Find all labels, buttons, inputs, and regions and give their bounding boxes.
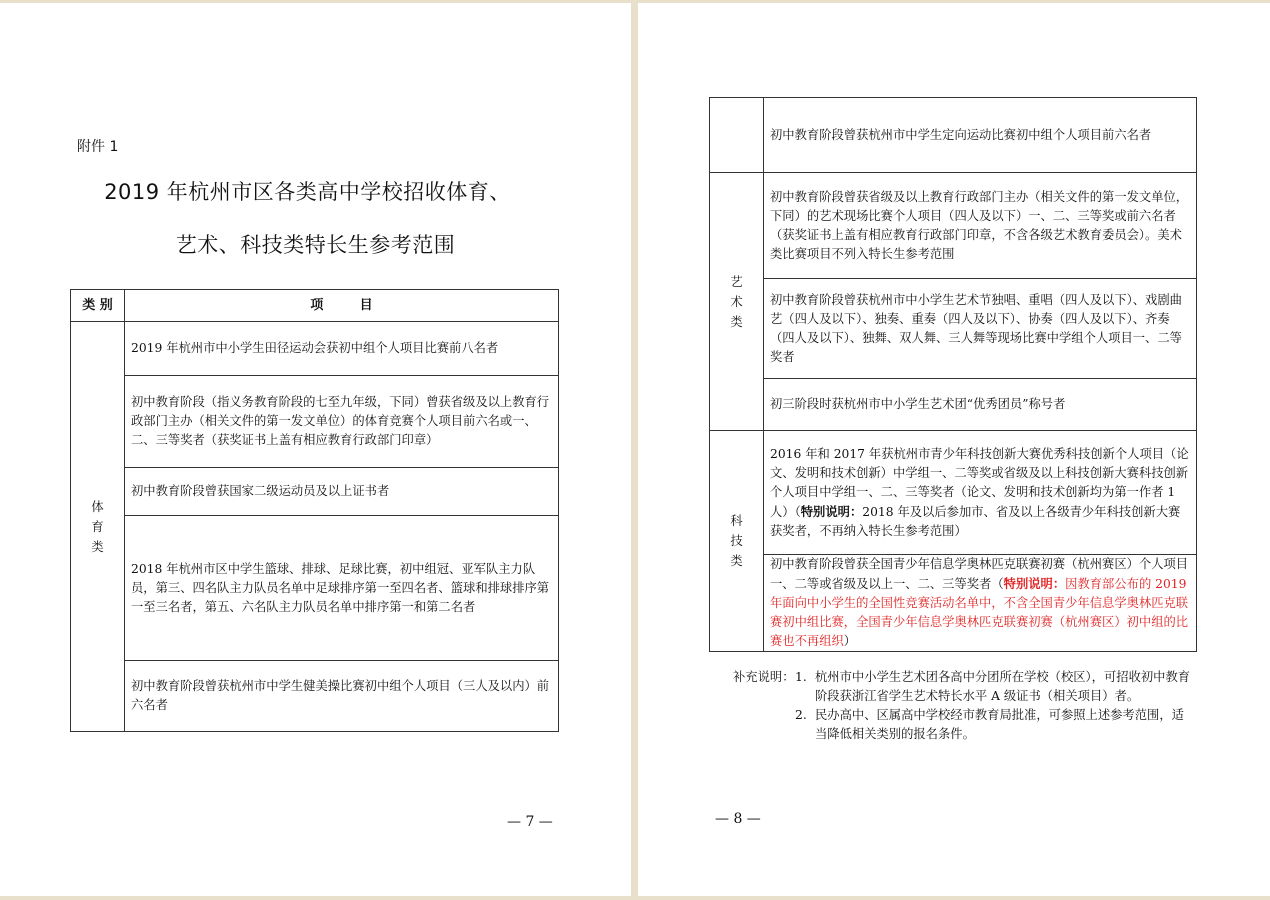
page-number: — 8 — [715, 811, 761, 827]
table-row: 2018 年杭州市区中学生篮球、排球、足球比赛，初中组冠、亚军队主力队员，第三、四名队主力队员名单中足球排序第一至四名者、篮球和排球排序第一至三名者，第五、六名队主力队员名单中排序第一和第二名者 [125, 516, 559, 661]
supplement-number: 2. [795, 708, 807, 722]
supplement-item: 民办高中、区属高中学校经市教育局批准，可参照上述参考范围，适当降低相关类别的报名条件。 [815, 708, 1184, 741]
table-row: 初中教育阶段曾获杭州市中小学生艺术节独唱、重唱（四人及以下）、戏剧曲艺（四人及以下）、独奏、重奏（四人及以下）、协奏（四人及以下）、齐奏（四人及以下）、独舞、双人舞、三人舞等现场比赛中学组个人项目一、二等奖者 [764, 279, 1197, 379]
category-tech: 科 技 类 [710, 431, 764, 652]
document-title-line1: 2019 年杭州市区各类高中学校招收体育、 [104, 180, 511, 204]
header-category: 类 别 [71, 290, 125, 322]
table-row: 初中教育阶段曾获省级及以上教育行政部门主办（相关文件的第一发文单位，下同）的艺术现场比赛个人项目（四人及以下）一、二、三等奖或前六名者（获奖证书上盖有相应教育行政部门印章，不含各级艺术教育委员会）。美术类比赛项目不列入特长生参考范围 [764, 173, 1197, 279]
table-row: 2019 年杭州市中小学生田径运动会获初中组个人项目比赛前八名者 [125, 322, 559, 376]
table-row: 初中教育阶段曾获杭州市中学生健美操比赛初中组个人项目（三人及以内）前六名者 [125, 661, 559, 732]
page-left [0, 3, 631, 896]
supplement-item: 杭州市中小学生艺术团各高中分团所在学校（校区），可招收初中教育阶段获浙江省学生艺术特长水平 A 级证书（相关项目）者。 [815, 670, 1191, 703]
supplement-number: 1. [795, 670, 807, 684]
table-row: 初中教育阶段曾获全国青少年信息学奥林匹克联赛初赛（杭州赛区）个人项目一、二等或省级及以上一、二、三等奖者（特别说明：因教育部公布的 2019 年面向中小学生的全国性竞赛活动名单中，不含全国青少年信息学奥林匹克联赛初中组比赛，全国青少年信息学奥林匹克联赛初赛（杭州赛区）初中组的比赛也不再组织） [764, 555, 1197, 652]
special-note-label: 特别说明： [1003, 576, 1066, 591]
table-row: 初中教育阶段曾获杭州市中学生定向运动比赛初中组个人项目前六名者 [764, 98, 1197, 173]
scope-table-left [70, 289, 559, 732]
scope-table-right [709, 97, 1197, 652]
header-item: 项 目 [125, 290, 559, 322]
supplement-label: 补充说明： [733, 670, 795, 684]
attachment-label: 附件 1 [77, 139, 119, 155]
category-sports: 体 育 类 [71, 322, 125, 732]
table-row: 初中教育阶段（指义务教育阶段的七至九年级，下同）曾获省级及以上教育行政部门主办（相关文件的第一发文单位）的体育竞赛个人项目前六名或一、二、三等奖者（获奖证书上盖有相应教育行政部门印章） [125, 376, 559, 468]
table-row: 初三阶段时获杭州市中小学生艺术团“优秀团员”称号者 [764, 379, 1197, 431]
category-sports-continued [710, 98, 764, 173]
special-note-label: 特别说明： [800, 503, 863, 519]
page-number: — 7 — [507, 814, 553, 830]
table-row: 初中教育阶段曾获国家二级运动员及以上证书者 [125, 468, 559, 516]
supplement-notes [733, 668, 1203, 744]
document-title-line2: 艺术、科技类特长生参考范围 [175, 233, 456, 257]
special-note-text: 因教育部公布的 2019 年面向中小学生的全国性竞赛活动名单中，不含全国青少年信息学奥林匹克联赛初中组比赛，全国青少年信息学奥林匹克联赛初赛（杭州赛区）初中组的比赛也不再组织 [770, 577, 1189, 648]
table-row: 2016 年和 2017 年获杭州市青少年科技创新大赛优秀科技创新个人项目（论文、发明和技术创新）中学组一、二等奖或省级及以上科技创新大赛科技创新个人项目中学组一、二、三等奖者（论文、发明和技术创新均为第一作者 1 人）（特别说明：2018 年及以后参加市、省及以上各级青少年科技创新大赛获奖者，不再纳入特长生参考范围） [764, 431, 1197, 555]
category-art: 艺 术 类 [710, 173, 764, 431]
